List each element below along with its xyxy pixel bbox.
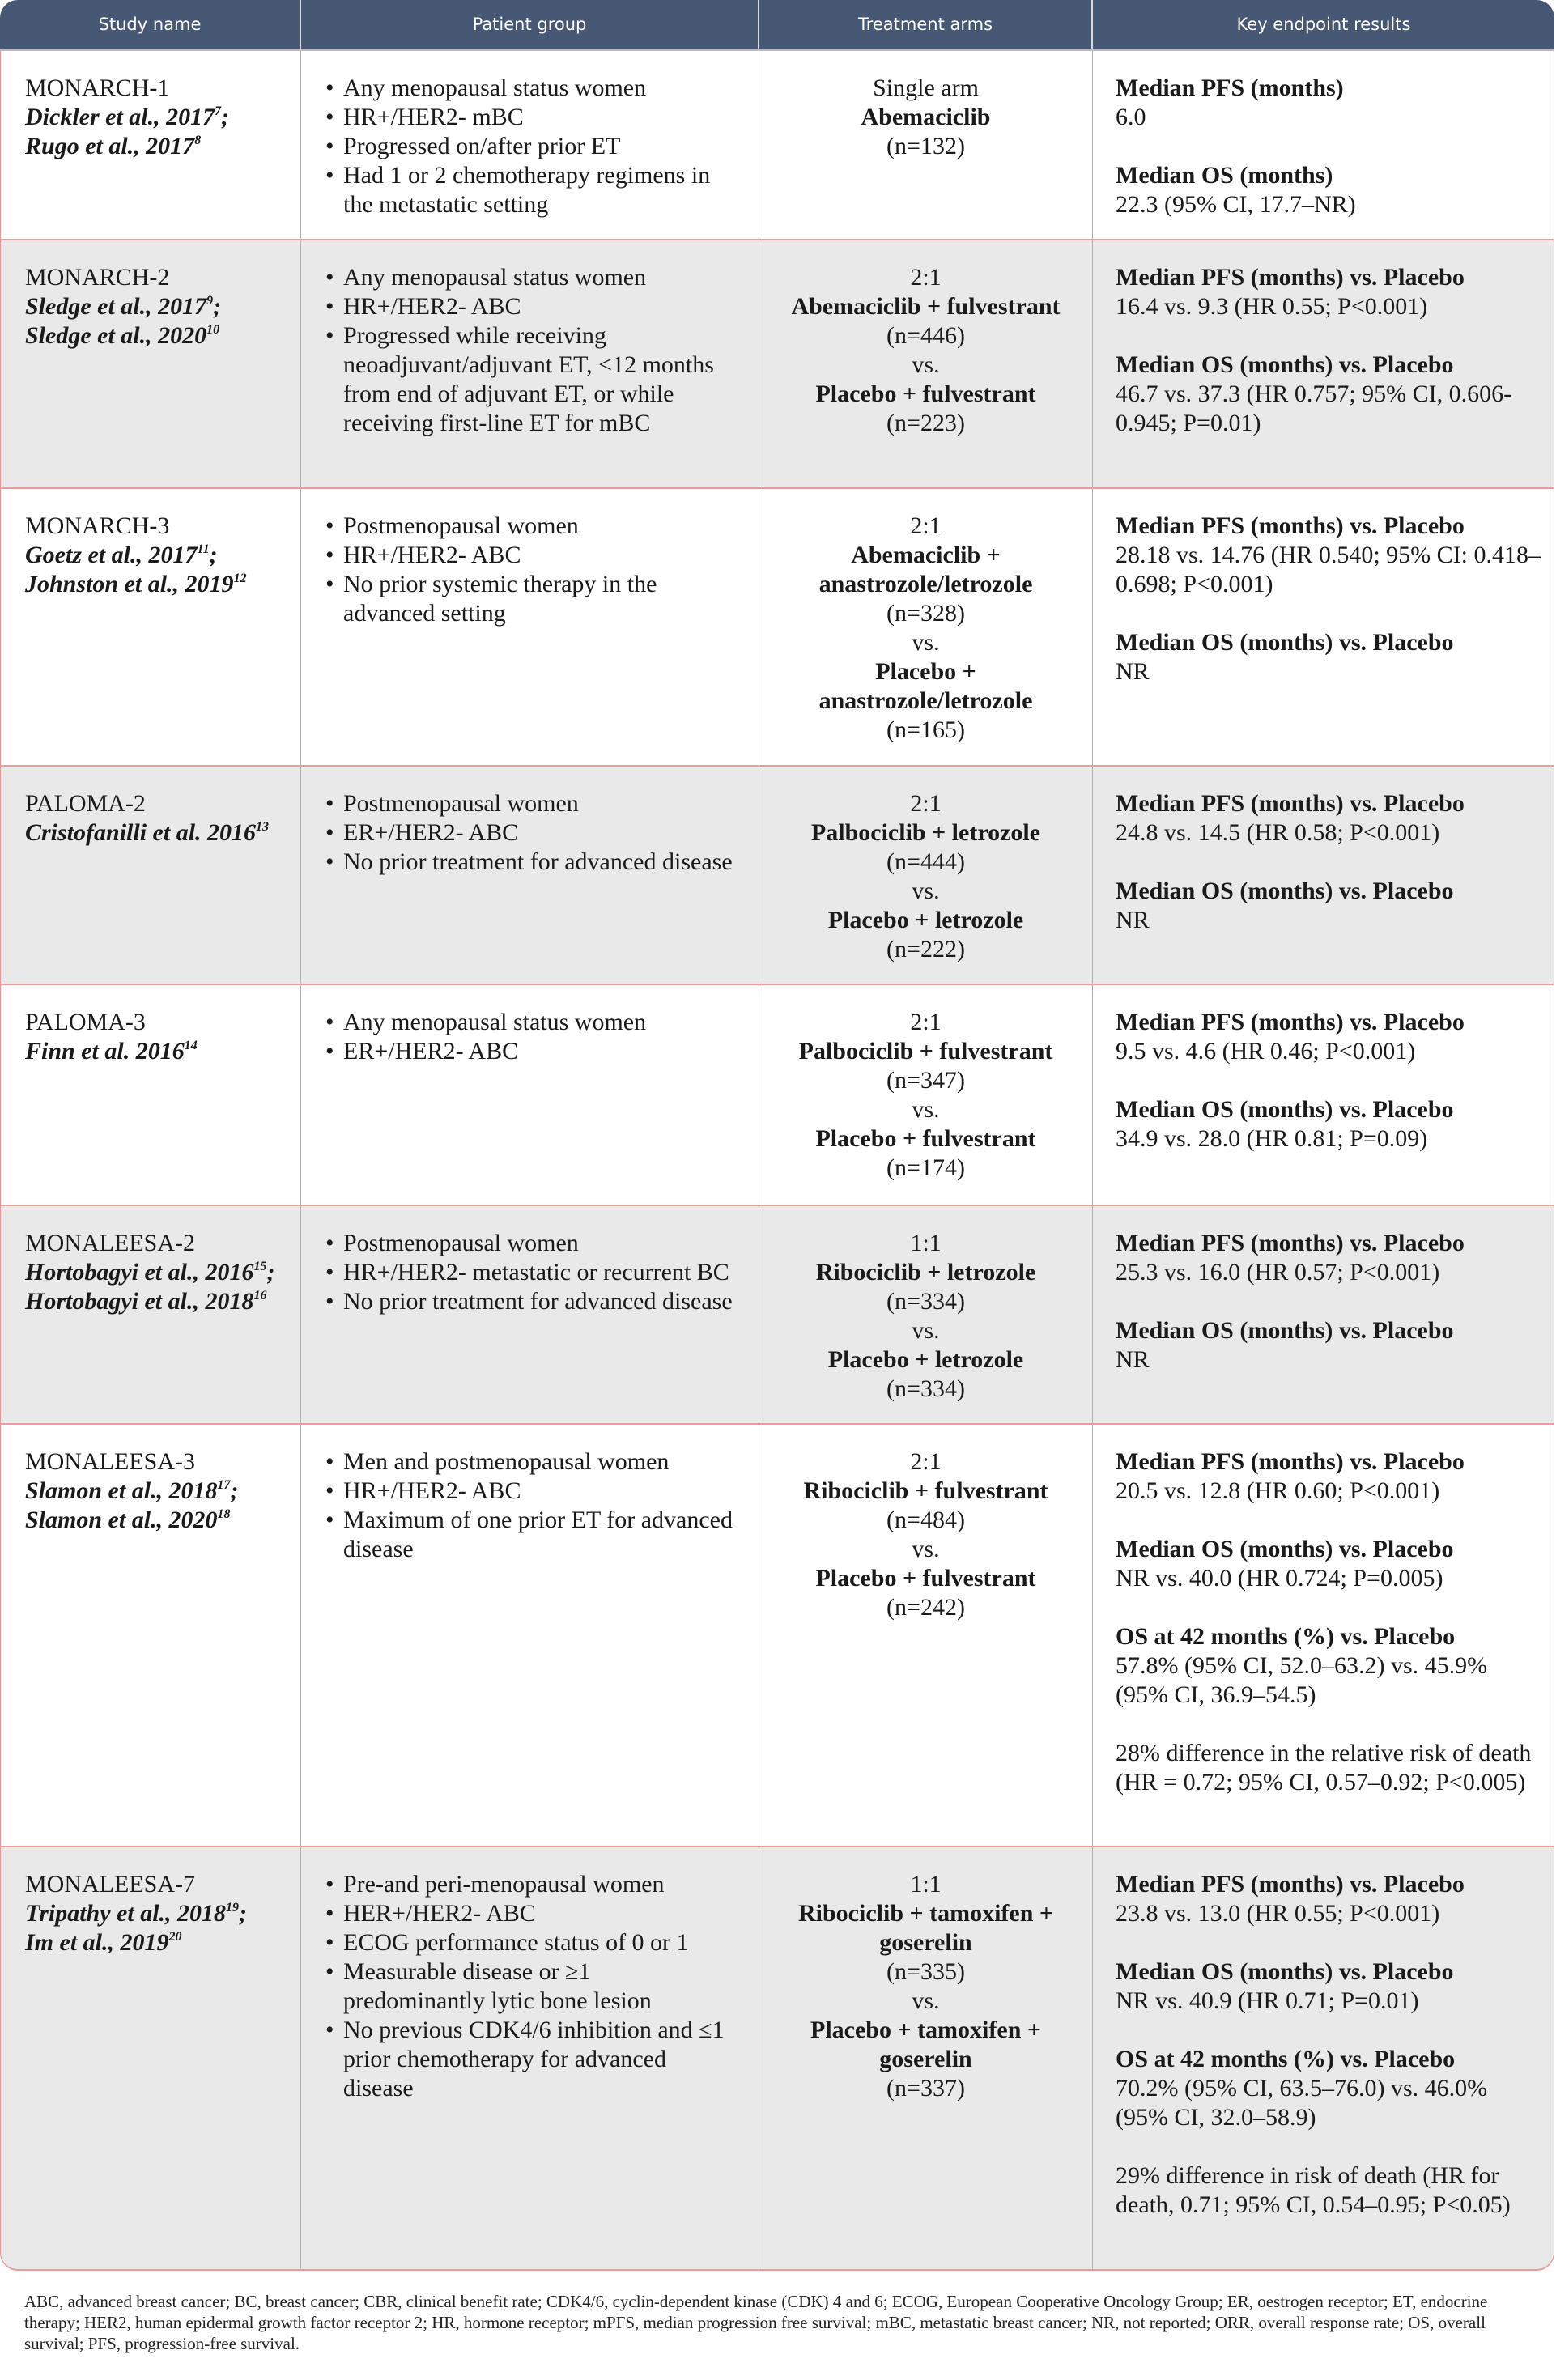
treatment-arms-cell [759, 767, 1093, 985]
endpoint-result [1116, 74, 1545, 132]
table-body [0, 51, 1554, 2271]
treatment-arms-cell [759, 1847, 1093, 2271]
treatment-arm-detail: (n=337) [886, 2075, 965, 2102]
patient-group-cell [301, 1206, 759, 1425]
patient-criterion: • HR+/HER2- metastatic or recurrent BC [325, 1258, 734, 1287]
endpoint-result [1116, 2161, 1545, 2220]
reference-number: 8 [194, 134, 202, 147]
endpoint-value: NR [1116, 907, 1150, 933]
treatment-arm-name: Abemaciclib + anastrozole/letrozole [818, 542, 1033, 597]
study-name-cell [0, 240, 301, 489]
patient-criterion: • No prior treatment for advanced disease [325, 848, 734, 877]
reference-text: Sledge et al., 2017 [25, 293, 207, 320]
patient-criterion: • ER+/HER2- ABC [325, 1037, 734, 1066]
patient-criteria-list [325, 512, 734, 628]
endpoint-value: NR vs. 40.0 (HR 0.724; P=0.005) [1116, 1565, 1443, 1592]
treatment-arm-detail: 2:1 [910, 512, 942, 539]
treatment-arm-detail: (n=165) [886, 716, 965, 743]
endpoint-value: NR [1116, 658, 1150, 685]
endpoint-result [1116, 512, 1545, 599]
references [25, 1899, 276, 1957]
endpoint-title: Median PFS (months) vs. Placebo [1116, 1448, 1465, 1475]
treatment-arm-detail: 2:1 [910, 1448, 942, 1475]
study-name-cell [0, 767, 301, 985]
treatment-arms-cell [759, 240, 1093, 489]
treatment-arm-name: Placebo + anastrozole/letrozole [818, 658, 1033, 714]
patient-criterion: • Postmenopausal women [325, 1229, 734, 1258]
treatment-arm-name: Ribociclib + tamoxifen + goserelin [798, 1900, 1053, 1956]
endpoint-result [1116, 1739, 1545, 1797]
study-name-cell [0, 1206, 301, 1425]
patient-criterion: • Postmenopausal women [325, 512, 734, 541]
patient-group-cell [301, 767, 759, 985]
references [25, 103, 276, 161]
endpoint-result [1116, 1229, 1545, 1287]
treatment-arm-detail: (n=242) [886, 1594, 965, 1621]
reference-number: 10 [206, 323, 220, 337]
endpoint-results-cell [1093, 1206, 1554, 1425]
treatment-arm-detail: (n=223) [886, 410, 965, 436]
reference-number: 15 [253, 1260, 267, 1273]
patient-criterion: • Any menopausal status women [325, 263, 734, 292]
patient-criterion: • HR+/HER2- ABC [325, 292, 734, 321]
endpoint-title: Median OS (months) vs. Placebo [1116, 629, 1454, 656]
patient-criteria-list [325, 1870, 734, 2103]
treatment-arm-name: Palbociclib + letrozole [810, 819, 1041, 846]
patient-group-cell [301, 489, 759, 767]
reference-number: 13 [256, 820, 270, 834]
endpoint-result [1116, 1535, 1545, 1593]
treatment-arm-detail: vs. [912, 1536, 940, 1562]
treatment-arm-detail: (n=484) [886, 1507, 965, 1533]
treatment-arm-detail: vs. [912, 629, 940, 656]
trial-name: MONALEESA-7 [25, 1871, 195, 1898]
reference-number: 12 [233, 572, 247, 585]
endpoint-title: Median OS (months) [1116, 162, 1333, 189]
abbreviations-footnote: ABC, advanced breast cancer; BC, breast cancer; CBR, clinical benefit rate; CDK4/6, cyclin-dependent kinase (CDK) 4 and 6; ECOG, European Cooperative Oncology Group; ER, oestrogen receptor; ET, endocrine therapy; HER2, human epidermal growth factor receptor 2; HR, hormone receptor; mPFS, median progression free survival; mBC, metastatic breast cancer; NR, not reported; ORR, overall response rate; OS, overall survival; PFS, progression-free survival. [24, 2292, 1488, 2353]
endpoint-value: NR vs. 40.9 (HR 0.71; P=0.01) [1116, 1987, 1419, 2014]
table-row [0, 1847, 1554, 2271]
reference-number: 20 [168, 1930, 182, 1944]
treatment-arm-detail: vs. [912, 1317, 940, 1344]
endpoint-result [1116, 351, 1545, 438]
treatment-arms-cell [759, 985, 1093, 1206]
table-header [0, 0, 1554, 51]
treatment-arm-detail: (n=174) [886, 1154, 965, 1181]
treatment-arm-detail: (n=132) [886, 133, 965, 159]
treatment-arm-detail: (n=222) [886, 936, 965, 963]
patient-group-cell [301, 240, 759, 489]
treatment-arm-detail: vs. [912, 878, 940, 904]
patient-criterion: • ECOG performance status of 0 or 1 [325, 1928, 734, 1957]
endpoint-results-cell [1093, 489, 1554, 767]
patient-group-cell [301, 51, 759, 240]
reference-number: 19 [226, 1901, 240, 1915]
treatment-arm-detail: (n=334) [886, 1288, 965, 1315]
treatment-arm-detail: 2:1 [910, 790, 942, 817]
references [25, 541, 276, 599]
patient-criterion: • No prior treatment for advanced disease [325, 1287, 734, 1316]
trial-name: MONARCH-3 [25, 512, 170, 539]
endpoint-title: Median PFS (months) vs. Placebo [1116, 512, 1465, 539]
treatment-arm-name: Ribociclib + letrozole [815, 1259, 1036, 1286]
treatment-arm-name: Placebo + fulvestrant [815, 1125, 1036, 1152]
patient-criterion: • Progressed on/after prior ET [325, 132, 734, 161]
endpoint-result [1116, 1316, 1545, 1375]
reference-text: Finn et al. 2016 [25, 1038, 185, 1065]
endpoint-result [1116, 1095, 1545, 1154]
treatment-arm-detail: vs. [912, 1096, 940, 1123]
reference-number: 9 [206, 294, 214, 308]
endpoint-title: Median OS (months) vs. Placebo [1116, 878, 1454, 904]
reference-number: 7 [215, 104, 222, 118]
reference-separator: ; [213, 293, 222, 320]
patient-criterion: • Maximum of one prior ET for advanced disease [325, 1506, 734, 1564]
treatment-arms-cell [759, 51, 1093, 240]
patient-criteria-list [325, 1008, 734, 1066]
treatment-arm-detail: vs. [912, 1987, 940, 2014]
reference-number: 17 [217, 1478, 231, 1492]
endpoint-result [1116, 1622, 1545, 1710]
treatment-arm-name: Ribociclib + fulvestrant [803, 1477, 1048, 1504]
treatment-arm-detail: vs. [912, 351, 940, 378]
endpoint-value: 70.2% (95% CI, 63.5–76.0) vs. 46.0% (95% CI, 32.0–58.9) [1116, 2075, 1488, 2131]
endpoint-value: 9.5 vs. 4.6 (HR 0.46; P<0.001) [1116, 1038, 1416, 1065]
patient-criterion: • Any menopausal status women [325, 74, 734, 103]
header-treatment-arms: Treatment arms [759, 0, 1093, 51]
endpoint-value: 20.5 vs. 12.8 (HR 0.60; P<0.001) [1116, 1477, 1440, 1504]
reference-text: Sledge et al., 2020 [25, 322, 207, 349]
study-name-cell [0, 985, 301, 1206]
header-row [0, 0, 1554, 51]
treatment-arms-cell [759, 489, 1093, 767]
endpoint-results-cell [1093, 240, 1554, 489]
treatment-arm-detail: (n=347) [886, 1067, 965, 1094]
endpoint-result [1116, 2045, 1545, 2132]
endpoint-results-cell [1093, 1425, 1554, 1847]
patient-criteria-list [325, 789, 734, 877]
references [25, 818, 276, 848]
reference-text: Slamon et al., 2020 [25, 1507, 218, 1533]
patient-criterion: • Pre-and peri-menopausal women [325, 1870, 734, 1899]
reference-text: Hortobagyi et al., 2018 [25, 1288, 254, 1315]
header-study-name: Study name [0, 0, 301, 51]
study-name-cell [0, 51, 301, 240]
patient-criterion: • HR+/HER2- ABC [325, 1477, 734, 1506]
endpoint-title: Median PFS (months) vs. Placebo [1116, 264, 1465, 291]
treatment-arm-name: Placebo + tamoxifen + goserelin [810, 2017, 1041, 2072]
patient-criterion: • Had 1 or 2 chemotherapy regimens in the metastatic setting [325, 161, 734, 219]
treatment-arm-name: Palbociclib + fulvestrant [798, 1038, 1053, 1065]
endpoint-title: Median OS (months) vs. Placebo [1116, 1536, 1454, 1562]
patient-criterion: • No previous CDK4/6 inhibition and ≤1 prior chemotherapy for advanced disease [325, 2016, 734, 2103]
reference-separator: ; [239, 1900, 248, 1927]
endpoint-value: 23.8 vs. 13.0 (HR 0.55; P<0.001) [1116, 1900, 1440, 1927]
treatment-arm-name: Abemaciclib [861, 104, 991, 130]
references [25, 1037, 276, 1066]
header-patient-group: Patient group [301, 0, 759, 51]
trial-name: PALOMA-2 [25, 790, 146, 817]
reference-text: Hortobagyi et al., 2016 [25, 1259, 254, 1286]
references [25, 1258, 276, 1316]
treatment-arm-detail: (n=335) [886, 1958, 965, 1985]
endpoint-value: 29% difference in risk of death (HR for death, 0.71; 95% CI, 0.54–0.95; P<0.05) [1116, 2162, 1511, 2218]
reference-text: Dickler et al., 2017 [25, 104, 215, 130]
endpoint-value: 46.7 vs. 37.3 (HR 0.757; 95% CI, 0.606-0.945; P=0.01) [1116, 380, 1512, 436]
endpoint-title: OS at 42 months (%) vs. Placebo [1116, 1623, 1456, 1650]
treatment-arm-detail: (n=446) [886, 322, 965, 349]
patient-criterion: • Postmenopausal women [325, 789, 734, 818]
patient-criteria-list [325, 1447, 734, 1564]
table-row [0, 51, 1554, 240]
endpoint-result [1116, 161, 1545, 219]
endpoint-value: 28.18 vs. 14.76 (HR 0.540; 95% CI: 0.418–0.698; P<0.001) [1116, 542, 1541, 597]
endpoint-value: NR [1116, 1346, 1150, 1373]
endpoint-value: 6.0 [1116, 104, 1146, 130]
endpoint-title: Median OS (months) vs. Placebo [1116, 351, 1454, 378]
endpoint-title: OS at 42 months (%) vs. Placebo [1116, 2046, 1456, 2072]
trial-name: MONALEESA-3 [25, 1448, 195, 1475]
table-row [0, 489, 1554, 767]
trial-name: MONARCH-2 [25, 264, 170, 291]
reference-text: Im et al., 2019 [25, 1929, 169, 1956]
table-row [0, 1206, 1554, 1425]
endpoint-result [1116, 628, 1545, 686]
treatment-arm-detail: 2:1 [910, 264, 942, 291]
patient-criterion: • HR+/HER2- mBC [325, 103, 734, 132]
patient-criteria-list [325, 263, 734, 438]
endpoint-value: 28% difference in the relative risk of death (HR = 0.72; 95% CI, 0.57–0.92; P<0.005) [1116, 1740, 1532, 1796]
reference-number: 18 [217, 1507, 231, 1521]
trial-name: PALOMA-3 [25, 1009, 146, 1035]
patient-criteria-list [325, 74, 734, 219]
patient-group-cell [301, 1425, 759, 1847]
reference-text: Johnston et al., 2019 [25, 571, 234, 597]
patient-criterion: • No prior systemic therapy in the advanced setting [325, 570, 734, 628]
treatment-arm-detail: (n=328) [886, 600, 965, 627]
endpoint-result [1116, 789, 1545, 848]
endpoint-title: Median PFS (months) [1116, 74, 1344, 101]
study-name-cell [0, 1425, 301, 1847]
endpoint-result [1116, 1008, 1545, 1066]
study-name-cell [0, 489, 301, 767]
reference-text: Slamon et al., 2018 [25, 1477, 218, 1504]
reference-text: Rugo et al., 2017 [25, 133, 195, 159]
endpoint-result [1116, 877, 1545, 935]
reference-text: Cristofanilli et al. 2016 [25, 819, 257, 846]
references [25, 1477, 276, 1535]
treatment-arm-name: Placebo + fulvestrant [815, 380, 1036, 407]
patient-criterion: • Any menopausal status women [325, 1008, 734, 1037]
endpoint-result [1116, 1957, 1545, 2016]
endpoint-title: Median PFS (months) vs. Placebo [1116, 790, 1465, 817]
treatment-arm-detail: Single arm [873, 74, 979, 101]
endpoint-result [1116, 1447, 1545, 1506]
endpoint-result [1116, 263, 1545, 321]
endpoint-result [1116, 1870, 1545, 1928]
references [25, 292, 276, 351]
study-name-cell [0, 1847, 301, 2271]
endpoint-value: 22.3 (95% CI, 17.7–NR) [1116, 191, 1356, 218]
treatment-arm-name: Abemaciclib + fulvestrant [791, 293, 1061, 320]
patient-criterion: • Measurable disease or ≥1 predominantly lytic bone lesion [325, 1957, 734, 2016]
patient-criterion: • HR+/HER2- ABC [325, 541, 734, 570]
patient-criterion: • ER+/HER2- ABC [325, 818, 734, 848]
table-row [0, 240, 1554, 489]
patient-criterion: • Progressed while receiving neoadjuvant/adjuvant ET, <12 months from end of adjuvant ET, or while receiving first-line ET for mBC [325, 321, 734, 438]
endpoint-value: 57.8% (95% CI, 52.0–63.2) vs. 45.9% (95% CI, 36.9–54.5) [1116, 1652, 1488, 1708]
patient-criteria-list [325, 1229, 734, 1316]
endpoint-title: Median PFS (months) vs. Placebo [1116, 1009, 1465, 1035]
patient-group-cell [301, 985, 759, 1206]
reference-text: Goetz et al., 2017 [25, 542, 198, 568]
endpoint-title: Median PFS (months) vs. Placebo [1116, 1871, 1465, 1898]
endpoint-results-cell [1093, 1847, 1554, 2271]
reference-separator: ; [230, 1477, 239, 1504]
treatment-arm-detail: 1:1 [910, 1871, 942, 1898]
patient-group-cell [301, 1847, 759, 2271]
treatment-arm-detail: 2:1 [910, 1009, 942, 1035]
treatment-arm-name: Placebo + fulvestrant [815, 1565, 1036, 1592]
reference-number: 16 [253, 1289, 267, 1303]
treatment-arm-detail: 1:1 [910, 1230, 942, 1256]
endpoint-value: 24.8 vs. 14.5 (HR 0.58; P<0.001) [1116, 819, 1440, 846]
endpoint-title: Median OS (months) vs. Placebo [1116, 1317, 1454, 1344]
patient-criterion: • Men and postmenopausal women [325, 1447, 734, 1477]
treatment-arms-cell [759, 1206, 1093, 1425]
reference-separator: ; [209, 542, 218, 568]
reference-separator: ; [266, 1259, 275, 1286]
endpoint-title: Median OS (months) vs. Placebo [1116, 1096, 1454, 1123]
reference-text: Tripathy et al., 2018 [25, 1900, 227, 1927]
endpoint-value: 34.9 vs. 28.0 (HR 0.81; P=0.09) [1116, 1125, 1428, 1152]
endpoint-results-cell [1093, 985, 1554, 1206]
endpoint-results-cell [1093, 51, 1554, 240]
endpoint-results-cell [1093, 767, 1554, 985]
reference-separator: ; [221, 104, 230, 130]
treatment-arms-cell [759, 1425, 1093, 1847]
treatment-arm-detail: (n=334) [886, 1375, 965, 1402]
reference-number: 14 [184, 1039, 198, 1052]
patient-criterion: • HER+/HER2- ABC [325, 1899, 734, 1928]
table-row [0, 985, 1554, 1206]
endpoint-value: 25.3 vs. 16.0 (HR 0.57; P<0.001) [1116, 1259, 1440, 1286]
treatment-arm-name: Placebo + letrozole [827, 1346, 1024, 1373]
table-row [0, 1425, 1554, 1847]
trial-name: MONALEESA-2 [25, 1230, 195, 1256]
trial-name: MONARCH-1 [25, 74, 170, 101]
reference-number: 11 [197, 542, 210, 556]
endpoint-value: 16.4 vs. 9.3 (HR 0.55; P<0.001) [1116, 293, 1428, 320]
table-row [0, 767, 1554, 985]
endpoint-title: Median OS (months) vs. Placebo [1116, 1958, 1454, 1985]
treatment-arm-name: Placebo + letrozole [827, 907, 1024, 933]
endpoint-title: Median PFS (months) vs. Placebo [1116, 1230, 1465, 1256]
header-key-endpoints: Key endpoint results [1093, 0, 1554, 51]
treatment-arm-detail: (n=444) [886, 848, 965, 875]
